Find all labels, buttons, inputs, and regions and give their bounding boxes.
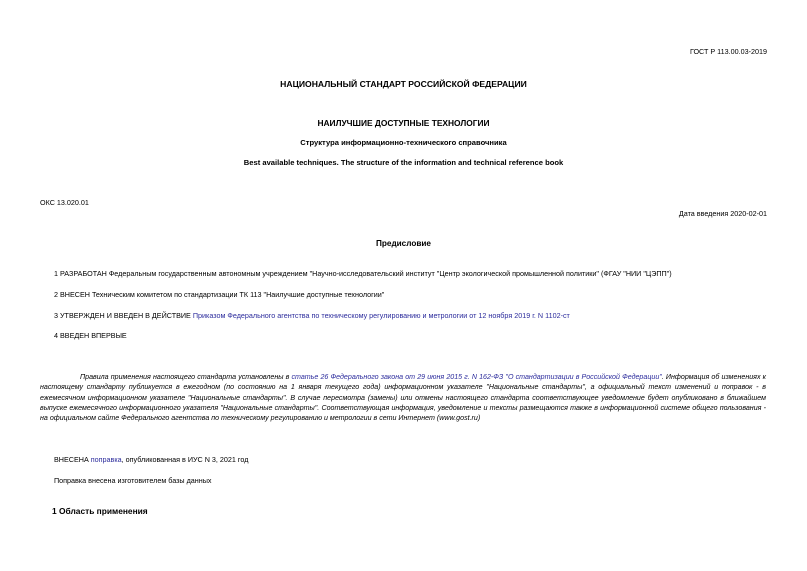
foreword-item-3 (54, 311, 766, 320)
amendment-prefix: ВНЕСЕНА (54, 455, 91, 464)
foreword-heading: Предисловие (376, 239, 431, 248)
introduction-date: Дата введения 2020-02-01 (678, 209, 767, 218)
federal-law-link[interactable]: статье 26 Федерального закона от 29 июня 2015 г. N 162-ФЗ "О стандартизации в Российской Федерации" (291, 373, 662, 381)
preface-text-start: Правила применения настоящего стандарта установлены в (80, 373, 292, 381)
preface-text-rest: . Информация об изменениях к настоящему стандарту публикуется в ежегодном (по состоянию на 1 января текущего года) информационном указателе "Национальные стандарты", а официальный текст изменений и поправок - в ежемесячном информационном указателе "Национальные стандарты". В случае пересмотра (замены) или отмены настоящего стандарта соответствующее уведомление будет опубликовано в ближайшем выпуске ежемесячного информационного указателя "Национальные стандарты". Соответствующая информация, уведомление и тексты размещаются также в информационной системе общего пользования - на официальном сайте Федерального агентства по техническому регулированию и метрологии в сети Интернет (www.gost.ru) (40, 373, 766, 423)
foreword-item-3-text: 3 УТВЕРЖДЕН И ВВЕДЕН В ДЕЙСТВИЕ (54, 311, 193, 320)
preface-paragraph (40, 372, 766, 423)
amendment-suffix: , опубликованная в ИУС N 3, 2021 год (121, 455, 249, 464)
oks-code: ОКС 13.020.01 (40, 198, 89, 207)
amendment-link[interactable]: поправка (90, 455, 122, 464)
national-standard-title: НАЦИОНАЛЬНЫЙ СТАНДАРТ РОССИЙСКОЙ ФЕДЕРАЦИИ (280, 79, 527, 89)
subtitle-english: Best available techniques. The structure of the information and technical reference book (243, 158, 564, 167)
amendment-note: Поправка внесена изготовителем базы данных (54, 476, 212, 485)
section-1-heading: 1 Область применения (52, 506, 148, 516)
amendment-line (54, 455, 766, 464)
document-title: НАИЛУЧШИЕ ДОСТУПНЫЕ ТЕХНОЛОГИИ (317, 118, 490, 128)
foreword-item-1: 1 РАЗРАБОТАН Федеральным государственным автономным учреждением "Научно-исследовательский институт "Центр экологической промышленной политики" (ФГАУ "НИИ "ЦЭПП") (54, 269, 672, 278)
subtitle-russian: Структура информационно-технического справочника (300, 138, 507, 147)
foreword-item-4: 4 ВВЕДЕН ВПЕРВЫЕ (54, 331, 127, 340)
document-code: ГОСТ Р 113.00.03-2019 (689, 47, 767, 56)
order-link[interactable]: Приказом Федерального агентства по техническому регулированию и метрологии от 12 ноября 2019 г. N 1102-ст (192, 311, 570, 320)
foreword-item-2: 2 ВНЕСЕН Техническим комитетом по стандартизации ТК 113 "Наилучшие доступные технологии" (54, 290, 385, 299)
